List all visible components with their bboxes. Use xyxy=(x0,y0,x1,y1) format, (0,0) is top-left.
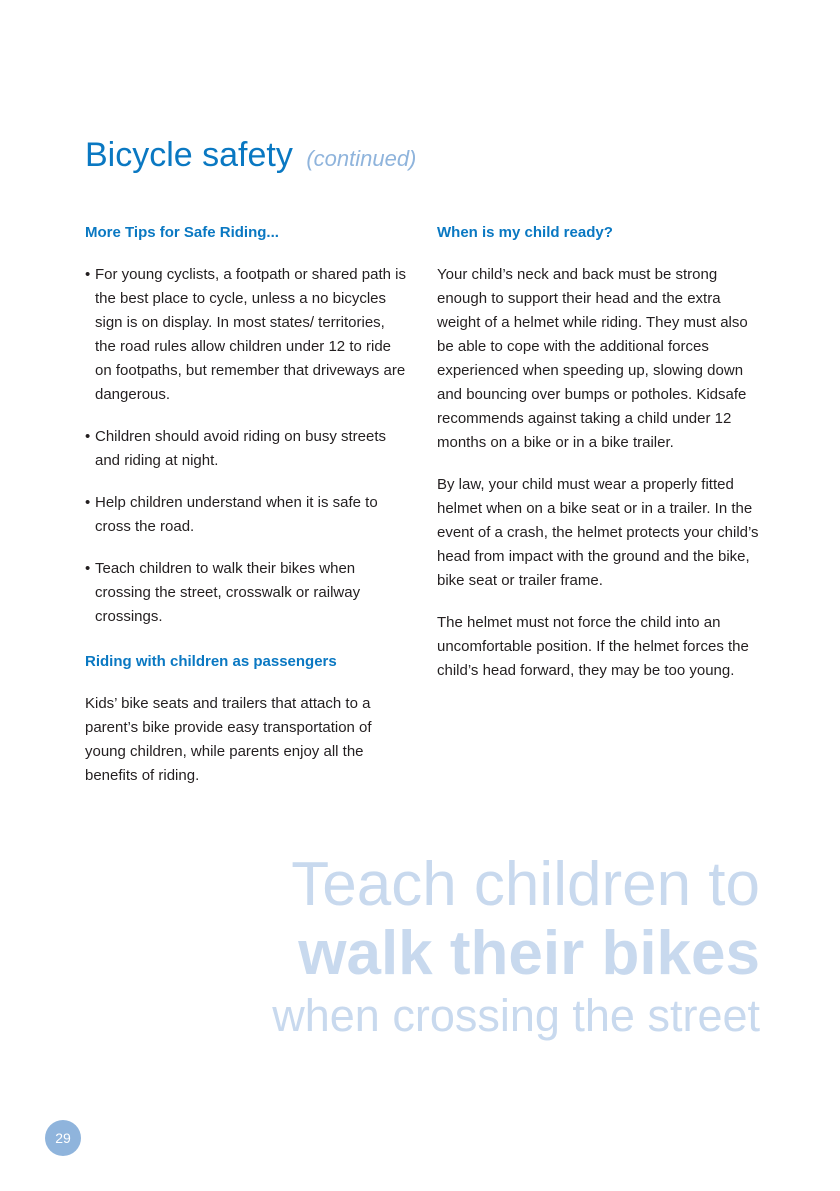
passengers-heading: Riding with children as passengers xyxy=(85,653,337,670)
right-column xyxy=(437,222,767,701)
title-main: Bicycle safety xyxy=(85,136,293,174)
pull-quote-line-3: when crossing the street xyxy=(272,990,760,1041)
page-number-badge: 29 xyxy=(45,1120,81,1156)
tips-heading: More Tips for Safe Riding... xyxy=(85,224,279,241)
passengers-paragraph: Kids’ bike seats and trailers that attach to a parent’s bike provide easy transportation of young children, while parents enjoy all the benefits of riding. xyxy=(85,695,372,784)
ready-paragraph-2: By law, your child must wear a properly fitted helmet when on a bike seat or in a trailer. In the event of a crash, the helmet protects your child’s head from impact with the ground and the bike, bike seat or trailer frame. xyxy=(437,476,759,589)
pull-quote xyxy=(272,848,760,1046)
pull-quote-line-1: Teach children to xyxy=(291,850,760,919)
tip-item: • Teach children to walk their bikes when crossing the street, crosswalk or railway crossings. xyxy=(85,557,407,629)
left-column xyxy=(85,222,407,806)
page-title xyxy=(85,136,416,175)
ready-heading: When is my child ready? xyxy=(437,224,613,241)
ready-paragraph-3: The helmet must not force the child into an uncomfortable position. If the helmet forces the child’s head forward, they may be too young. xyxy=(437,614,749,679)
pull-quote-line-2: walk their bikes xyxy=(298,919,760,988)
tip-item: • Help children understand when it is safe to cross the road. xyxy=(85,491,407,539)
title-continued: (continued) xyxy=(306,146,417,171)
tip-item: • For young cyclists, a footpath or shared path is the best place to cycle, unless a no bicycles sign is on display. In most states/ territories, the road rules allow children under 12 to ride on footpaths, but remember that driveways are dangerous. xyxy=(85,263,407,407)
tip-item: • Children should avoid riding on busy streets and riding at night. xyxy=(85,425,407,473)
ready-paragraph-1: Your child’s neck and back must be strong enough to support their head and the extra weight of a helmet while riding. They must also be able to cope with the additional forces experienced when speeding up, slowing down and bouncing over bumps or potholes. Kidsafe recommends against taking a child under 12 months on a bike or in a bike trailer. xyxy=(437,266,748,451)
tips-list xyxy=(85,263,407,629)
